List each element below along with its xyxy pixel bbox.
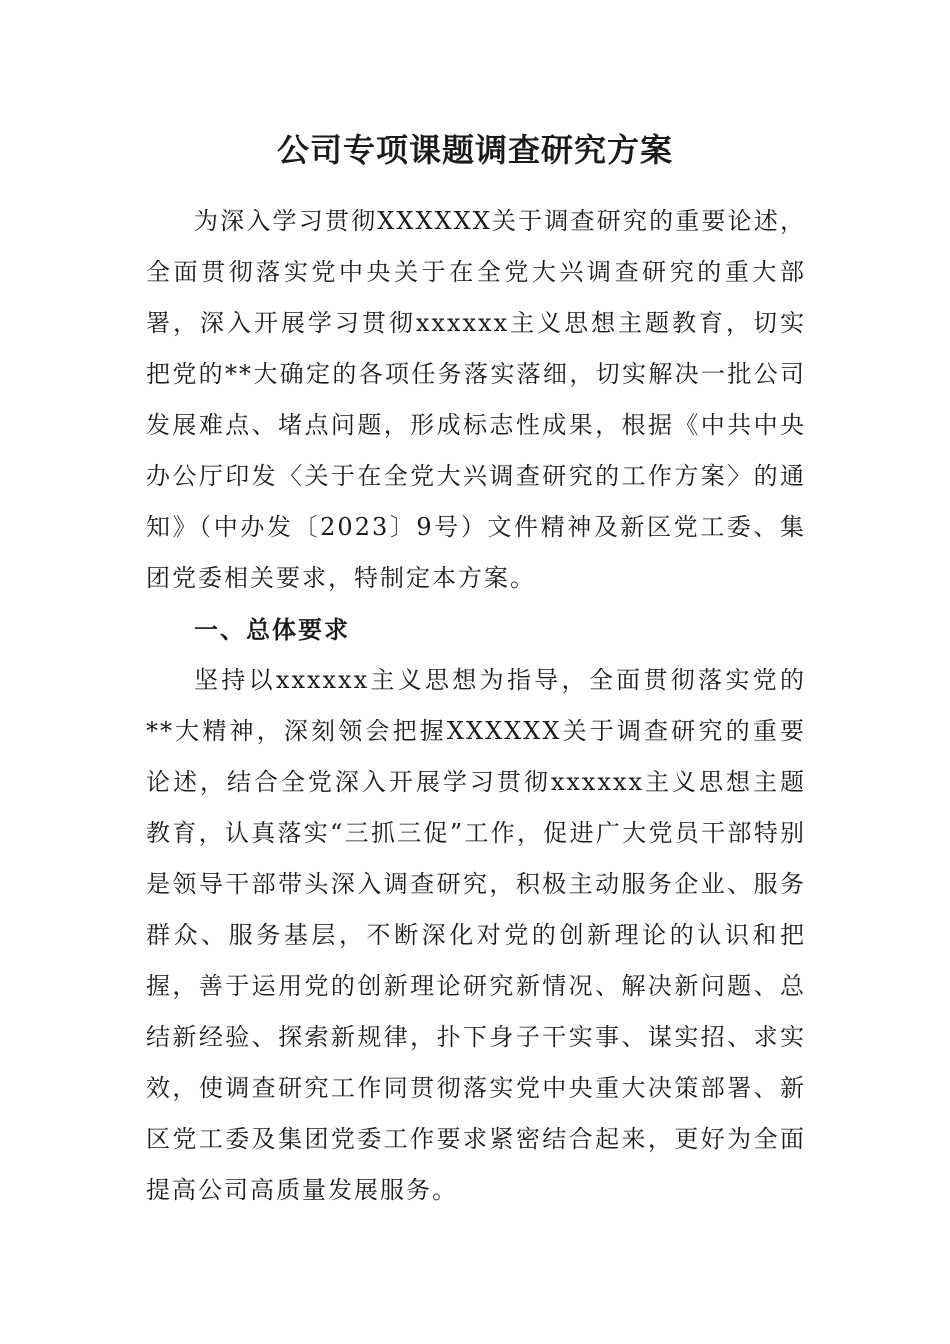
document-body (146, 196, 806, 1216)
document-title: 公司专项课题调查研究方案 (276, 131, 673, 169)
section-paragraph: 坚持以xxxxxx主义思想为指导，全面贯彻落实党的**大精神，深刻领会把握XXXXXX关于调查研究的重要论述，结合全党深入开展学习贯彻xxxxxx主义思想主题教育，认真落实“三抓三促”工作，促进广大党员干部特别是领导干部带头深入调查研究，积极主动服务企业、服务群众、服务基层，不断深化对党的创新理论的认识和把握，善于运用党的创新理论研究新情况、解决新问题、总结新经验、探索新规律，扑下身子干实事、谋实招、求实效，使调查研究工作同贯彻落实党中央重大决策部署、新区党工委及集团党委工作要求紧密结合起来，更好为全面提高公司高质量发展服务。 (146, 666, 806, 1204)
section-heading: 一、总体要求 (194, 615, 350, 644)
intro-paragraph: 为深入学习贯彻XXXXXX关于调查研究的重要论述，全面贯彻落实党中央关于在全党大兴调查研究的重大部署，深入开展学习贯彻xxxxxx主义思想主题教育，切实把党的**大确定的各项任务落实落细，切实解决一批公司发展难点、堵点问题，形成标志性成果，根据《中共中央办公厅印发〈关于在全党大兴调查研究的工作方案〉的通知》（中办发〔2023〕9号）文件精神及新区党工委、集团党委相关要求，特制定本方案。 (146, 207, 806, 592)
